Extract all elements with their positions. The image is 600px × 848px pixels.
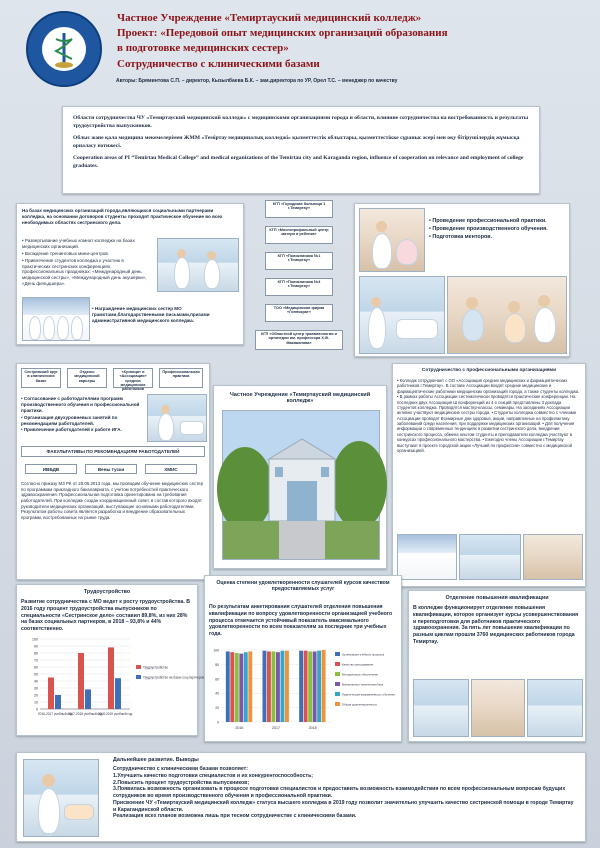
group-photo (22, 297, 90, 341)
y-tick-label: 70 (34, 658, 38, 663)
org-bullets (21, 396, 143, 434)
bar (317, 651, 321, 722)
legend-swatch (335, 672, 340, 676)
assoc-box (392, 363, 586, 587)
assoc-text: • Колледж сотрудничает с ОО «Ассоциация средних медицинских и фармацевтических работников г.Темиртау». В составе Ассоциации входят средние медицинские и фармацевтические работники медицинских организаций города, а также студенты колледжа. • В рамках работы Ассоциации систематически проводятся практические конференции. На последних двух Ассоциация Ш конференций из 4-х секций представлены 3 доклада студентов колледжа. Проводятся мастер-классы, семинары. На заседаниях Ассоциации активно участвуют медицинские сестры города. • Студенты колледжа совместно с членами Ассоциации проводят Всемирные дни здоровья, акции, направленные на профилактику заболеваний среди населения, при поддержке медицинских организаций. • Для получения информации о современных тенденциях в развитии сестринского дела, внедрении сестринского процесса, обмена опытом студенты и преподаватели колледжа участвуют в конкурсах профессионального мастерства. • Ежегодно члены Ассоциации г.Темиртау выступают в проекте городской акции «Лучший по профессии» совместно с медицинской организацией. (397, 378, 580, 453)
footer-line: 3.Появилась возможность организовать в процессе подготовки специалистов и предоставить возможность взаимодействия по всем профессиональным вопросам будущих сотрудников во время производственного обучения и профессиональной практики. (113, 786, 566, 799)
assoc-title: Сотрудничество с профессиональными организациями (421, 368, 557, 373)
qualification-text: В колледже функционирует отделение повышения квалификации, которое организует курсы усовершенствования и переподготовки для работников практического здравоохранения. За пять лет повышение квалификации по разным циклам прошли 3760 медицинских работников города Темиртау. (413, 605, 579, 645)
right-top-bullet: • Подготовка менторов. (429, 234, 493, 241)
footer-line: Реализация всех планов возможна лишь при тесном сотрудничестве с клиническими базами. (113, 813, 357, 820)
org-note: Согласно приказу МЗ РК от 20.05.2013 года, мы проводим обучение медицинских сестер по программам прикладного бакалавриата, с учетом потребностей практического здравоохранения. Профессиональная подготовка ориентирована на требования работодателей. При колледже создан координационный совет, в состав которого входят руководители медицинских организаций, выступающие основными работодателями. Результатом работы совета является разработка и внедрение образовательных программ, востребованных на рынке труда. (21, 481, 204, 520)
intro-kz: Облыс және қала медицина мекемелерімен ЖММ «Теміртау медициналық колледжі» қызметтестік облыстары, қызметтестікке сұраныс әсері мен оқу бітірушілердің жұмысқа орналасу нәтижесі. (73, 135, 520, 149)
faculty-box: ХМИС (145, 464, 197, 474)
legend-label: Методическое обеспечение (342, 672, 379, 677)
authors: Авторы: Бряминтова С.П. – директор, Кызылбаева Б.К. – зам.директора по УР, Орел Т.С. – менеджер по качеству (116, 78, 398, 84)
partner-box: КГП «Многопрофильный центр матери и ребенка» (265, 226, 333, 244)
bar (322, 650, 326, 722)
bar (299, 651, 303, 722)
y-tick-label: 50 (34, 672, 38, 677)
legend-swatch (335, 652, 340, 656)
y-tick-label: 80 (215, 662, 219, 667)
y-tick-label: 0 (36, 707, 38, 712)
y-tick-label: 90 (34, 644, 38, 649)
org-bullet: • Организация двухуровневых занятий по рекомендациям работодателей. (21, 414, 118, 426)
y-tick-label: 20 (34, 693, 38, 698)
college-building-photo (222, 410, 380, 560)
bar (108, 647, 114, 709)
left-top-bullet: • Развертывание учебных комнат колледжа на базах медицинских организаций. (22, 238, 135, 249)
legend-label: Материально-техническая база (342, 682, 384, 687)
center-box (213, 385, 387, 569)
org-bullet: • Согласование с работодателями программ производственного обучения и профессиональной практики. (21, 396, 140, 413)
x-tick-label: 2016 (235, 726, 244, 730)
bar (78, 653, 84, 709)
nurse-child-photo (23, 759, 99, 837)
bar (263, 651, 267, 722)
employment-title: Трудоустройство (83, 589, 131, 595)
survey-title: Оценка степени удовлетворенности слушателей курсов качеством предоставляемых услуг (216, 580, 390, 592)
legend-label: Трудоустройство на базах соц.партнеров (143, 675, 205, 680)
y-tick-label: 60 (215, 677, 219, 682)
title-line-1: Частное Учреждение «Темиртауский медицинский колледж» (117, 12, 422, 24)
practice-photo (147, 394, 207, 442)
y-tick-label: 80 (34, 651, 38, 656)
bar (226, 651, 230, 722)
footer-line: 1.Улучшить качество подготовки специалистов и их конкурентоспособность; (113, 772, 313, 779)
bar (281, 651, 285, 722)
employment-chart (22, 635, 205, 731)
footer-line: 2.Повысить процент трудоустройства выпускников; (113, 779, 250, 786)
right-top-bullets (429, 218, 565, 242)
footer-box (16, 752, 586, 842)
intro-box (62, 106, 540, 194)
title-line-4: Сотрудничество с клиническими базами (117, 58, 320, 70)
title-line-3: в подготовке медицинских сестер» (117, 42, 289, 54)
x-tick-label: 2018-2019 учебный год (97, 712, 133, 716)
bar (276, 652, 280, 722)
org-box: «Кузница» и «Ассоциация» средних медицинских работников (113, 368, 153, 388)
y-tick-label: 0 (217, 720, 219, 725)
y-tick-label: 30 (34, 686, 38, 691)
caduceus-icon (28, 13, 100, 85)
x-tick-label: 2018 (308, 726, 317, 730)
legend-swatch (335, 662, 340, 666)
conference-photo-1 (397, 534, 457, 580)
training-photo (157, 238, 239, 292)
legend-label: Трудоустройство (143, 665, 169, 670)
legend-swatch (335, 682, 340, 686)
bar (230, 652, 234, 722)
qualification-box (408, 590, 586, 742)
orgchart-box (16, 363, 210, 580)
bar (85, 689, 91, 709)
legend-label: Практическая направленность обучения (342, 692, 395, 697)
bar (55, 695, 61, 709)
partner-box: КГП «Областной центр травматологии и ортопедии им. профессора Х.Ж. Макажанова» (255, 330, 343, 350)
children-photo (447, 276, 567, 354)
partners-column (255, 200, 341, 350)
ward-photo (359, 276, 445, 354)
conference-photo-2 (459, 534, 521, 580)
left-top-bullets (22, 238, 152, 288)
partner-box: КГП «Поликлиника №4 г.Темиртау» (265, 278, 333, 296)
course-photo-3 (527, 679, 583, 737)
bar (304, 651, 308, 722)
faculty-header: ФАКУЛЬТАТИВЫ ПО РЕКОМЕНДАЦИЯМ РАБОТОДАТЕЛЕЙ (21, 446, 205, 457)
legend-swatch (136, 675, 141, 679)
y-tick-label: 40 (215, 691, 219, 696)
conference-photo-3 (523, 534, 583, 580)
right-top-bullet: • Проведение производственного обучения. (429, 226, 548, 233)
y-tick-label: 40 (34, 679, 38, 684)
center-title: Частное Учреждение «Темиртауский медицинский колледж» (229, 392, 371, 404)
survey-text: По результатам анкетирования слушателей отделения повышения квалификации по вопросу удовлетворенности организацией учебного процесса отмечается устойчивый показатель максимального удовлетворенности по всем показателям за последние три учебных года. (209, 604, 393, 637)
right-top-bullet: • Проведение профессиональной практики. (429, 218, 547, 224)
partner-box: ТОО «Медицинская фирма «Гиппократ» (265, 304, 333, 322)
org-bullet: • Привлечение работодателей к работе ИГА. (21, 427, 122, 433)
bar (244, 652, 248, 722)
x-tick-label: 2016-2017 учебный год (37, 712, 73, 716)
intro-en: Cooperation areas of PI “Temirtau Medical College” and medical organizations of the Temirtau city and Karaganda region, influence of cooperation on relevance and employment of college graduates. (73, 155, 524, 169)
legend-label: Общая удовлетворенность (342, 702, 378, 707)
y-tick-label: 10 (34, 700, 38, 705)
footer-line: Присвоение ЧУ «Темиртауский медицинский колледж» статуса высшего колледжа в 2019 году позволит значительно улучшить качество сестринской помощи в городе Темиртау и Карагандинской области. (113, 799, 574, 813)
bar (248, 651, 252, 722)
footer-lines (113, 766, 575, 820)
legend-label: Организация учебного процесса (342, 652, 385, 657)
org-box: Профессиональная практика (159, 368, 203, 388)
intro-ru: Области сотрудничества ЧУ «Темиртауский медицинский колледж» с медицинскими организациями города и области, влияние сотрудничества на востребованность и результаты трудоустройства выпускников. (73, 115, 529, 129)
partner-box: КГП «Поликлиника №1 г.Темиртау» (265, 252, 333, 270)
legend-swatch (335, 702, 340, 706)
faculty-box: Вены туски (85, 464, 137, 474)
org-box: Сестринский круг в клинических базах (21, 368, 61, 388)
bar (267, 651, 271, 722)
left-top-award: • Награждение медицинских сестер МО грамотами,благодарственными письмами,призами административной медицинского колледжа. (92, 306, 210, 323)
bar (272, 651, 276, 722)
header (0, 0, 600, 108)
y-tick-label: 100 (213, 648, 219, 653)
faculty-box: ИВБДВ (25, 464, 77, 474)
y-tick-label: 60 (34, 665, 38, 670)
survey-chart (209, 646, 397, 736)
employment-text: Развитие сотрудничества с МО ведет к росту трудоустройства. В 2016 году процент трудоустройства выпускников по специальности «Сестринское дело» составил 89,8%, из них 28% на базах социальных партнеров, в 2018 – 93,8% и 44% соответственно. (21, 599, 190, 632)
x-tick-label: 2017-2018 учебный год (67, 712, 103, 716)
college-logo (26, 11, 102, 87)
y-tick-label: 20 (215, 706, 219, 711)
survey-box (204, 575, 402, 742)
legend-swatch (335, 692, 340, 696)
left-top-intro: На базах медицинских организаций города,являющихся социальными партнерами колледжа, на основании договоров студенты проходят практическое обучение во всех необходимых областях сестринского дела. (22, 208, 223, 225)
bar (48, 678, 54, 710)
org-box: Отделы медицинской карьеры (67, 368, 107, 388)
footer-title: Дальнейшее развитие. Выводы (113, 757, 199, 763)
left-top-bullet: • Вхождение тренинговых мини-центров. (22, 250, 110, 256)
right-top-box (354, 203, 570, 357)
bar (239, 654, 243, 722)
bar (308, 651, 312, 722)
y-tick-label: 100 (32, 637, 38, 642)
bar (115, 678, 121, 709)
bar (285, 651, 289, 722)
footer-line: Сотрудничество с клиническими базами позволяет: (113, 766, 248, 772)
legend-swatch (136, 665, 141, 669)
legend-label: Качество преподавания (342, 662, 374, 667)
qualification-title: Отделение повышения квалификации (445, 595, 549, 601)
partner-box: КГП «Городская больница 1 г.Темиртау» (265, 200, 333, 218)
left-top-box (16, 203, 244, 345)
course-photo-1 (413, 679, 469, 737)
bar (313, 651, 317, 722)
course-photo-2 (471, 679, 525, 737)
x-tick-label: 2017 (272, 726, 280, 730)
bar (235, 653, 239, 722)
employment-box (16, 584, 205, 736)
college-building (223, 411, 379, 559)
nurse-photo (359, 208, 425, 272)
left-top-bullet: • Привлечение студентов колледжа к участию в практических сестринских конференциях, профессиональных праздниках: «Международный день медицинской сестры», «Международный день акушерки», «День фельдшера». (22, 257, 147, 287)
title-line-2: Проект: «Передовой опыт медицинских организаций образования (117, 27, 448, 39)
